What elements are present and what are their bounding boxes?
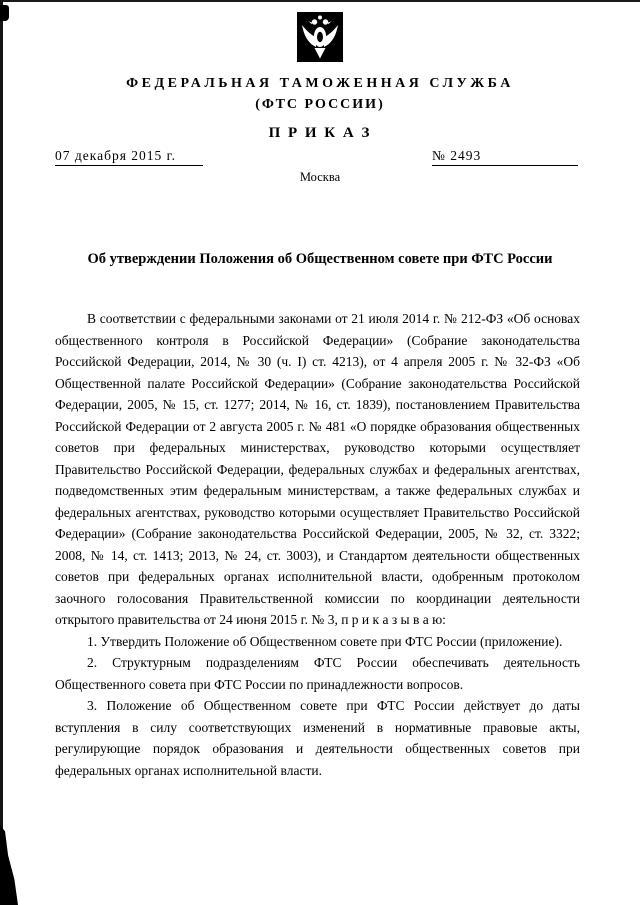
order-date: 07 декабря 2015 г. (55, 148, 203, 166)
letterhead (0, 0, 640, 185)
scan-artifact-bottom-left-blob (0, 825, 18, 905)
body-paragraph-preamble: В соответствии с федеральными законами от 21 июля 2014 г. № 212-ФЗ «Об основах общественного контроля в Российской Федерации» (Собрание законодательства Российской Федерации, 2014, № 30 (ч. I) ст. 4213), от 4 апреля 2005 г. № 32-ФЗ «Об Общественной палате Российской Федерации» (Собрание законодательства Российской Федерации, 2005, № 15, ст. 1277; 2014, № 16, ст. 1839), постановлением Правительства Российской Федерации от 2 августа 2005 г. № 481 «О порядке образования общественных советов при федеральных министерствах, руководство которыми осуществляет Правительство Российской Федерации, федеральных службах и федеральных агентствах, подведомственных этим федеральным министерствам, а также федеральных службах и федеральных агентствах, руководство которыми осуществляет Правительство Российской Федерации» (Собрание законодательства Российской Федерации, 2005, № 32, ст. 3322; 2008, № 14, ст. 1413; 2013, № 24, ст. 3003), и Стандартом деятельности общественных советов при федеральных органах исполнительной власти, одобренным протоколом заочного голосования Правительственной комиссии по координации деятельности открытого правительства от 24 июня 2015 г. № 3, п р и к а з ы в а ю: (55, 311, 580, 627)
agency-name-line1: ФЕДЕРАЛЬНАЯ ТАМОЖЕННАЯ СЛУЖБА (126, 76, 514, 91)
document-type-label: П Р И К А З (268, 125, 372, 141)
body-paragraph-item-2: 2. Структурным подразделениям ФТС России обеспечивать деятельность Общественного совета при ФТС России по принадлежности вопросов. (55, 655, 580, 692)
order-number: № 2493 (432, 148, 578, 166)
body-paragraph-item-3: 3. Положение об Общественном совете при ФТС России действует до даты вступления в силу соответствующих изменений в нормативные правовые акты, регулирующие порядок образования и деятельности общественных советов при федеральных органах исполнительной власти. (55, 698, 580, 778)
scan-artifact-top-edge (0, 0, 640, 2)
body-paragraph-item-1: 1. Утвердить Положение об Общественном совете при ФТС России (приложение). (87, 633, 563, 649)
agency-name-line2: (ФТС РОССИИ) (255, 97, 385, 112)
scan-artifact-top-left-mark (0, 5, 9, 21)
document-body (55, 308, 580, 781)
city-label: Москва (299, 170, 341, 184)
date-number-row (0, 148, 640, 166)
russia-coat-of-arms-icon (297, 12, 343, 62)
scan-artifact-left-edge (0, 0, 3, 905)
document-title: Об утверждении Положения об Общественном совете при ФТС России (87, 251, 553, 267)
